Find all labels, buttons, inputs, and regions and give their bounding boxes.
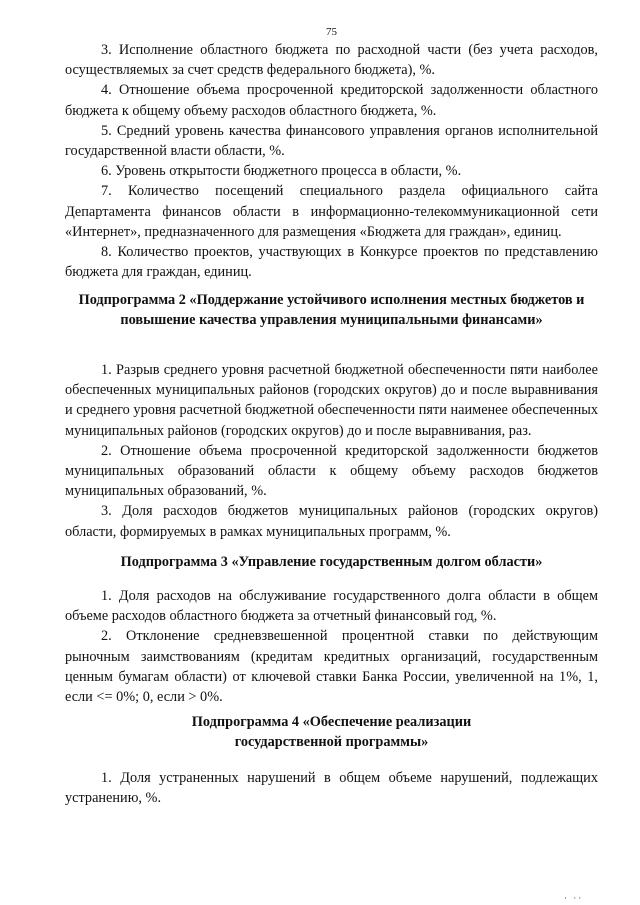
indicator-paragraph: 2. Отклонение средневзвешенной процентной ставки по действующим рыночным заимствованиям (кредитам кредитных организаций, государственным ценным бумагам области) от ключевой ставки Банка России, увеличенной на 1%, 1, если <= 0%; 0, если > 0%. xyxy=(65,628,598,706)
section-heading: Подпрограмма 3 «Управление государственным долгом области» xyxy=(120,554,543,570)
indicators-list-subprogram-2 xyxy=(65,360,598,542)
indicators-list-subprogram-1 xyxy=(65,40,598,282)
indicator-paragraph: 2. Отношение объема просроченной кредиторской задолженности бюджетов муниципальных образований области к общему объему расходов бюджетов муниципальных образований, %. xyxy=(65,442,598,500)
subprogram-2-heading-block xyxy=(73,290,590,330)
indicator-paragraph: 1. Разрыв среднего уровня расчетной бюджетной обеспеченности пяти наиболее обеспеченных муниципальных районов (городских округов) до и после выравнивания и среднего уровня расчетной бюджетной обеспеченности пяти наименее обеспеченных муниципальных районов (городских округов) до и после выравнивания, раз. xyxy=(65,362,598,439)
indicator-paragraph: 1. Доля устраненных нарушений в общем объеме нарушений, подлежащих устранению, %. xyxy=(65,770,598,807)
indicator-paragraph: 6. Уровень открытости бюджетного процесса в области, %. xyxy=(101,163,462,180)
section-heading: Подпрограмма 4 «Обеспечение реализации государственной программы» xyxy=(191,714,472,751)
page-number: 75 xyxy=(326,26,337,38)
indicators-list-subprogram-3 xyxy=(65,586,598,707)
corner-mark: · ·· xyxy=(564,893,584,903)
indicator-paragraph: 5. Средний уровень качества финансового управления органов исполнительной государственной власти области, %. xyxy=(65,122,598,160)
subprogram-3-heading-block xyxy=(65,552,598,572)
indicator-paragraph: 3. Доля расходов бюджетов муниципальных районов (городских округов) области, формируемых в рамках муниципальных программ, %. xyxy=(65,503,598,540)
indicators-list-subprogram-4 xyxy=(65,768,598,808)
indicator-paragraph: 1. Доля расходов на обслуживание государственного долга области в общем объеме расходов областного бюджета за отчетный финансовый год, %. xyxy=(65,588,598,625)
section-heading: Подпрограмма 2 «Поддержание устойчивого исполнения местных бюджетов и повышение качества управления муниципальными финансами» xyxy=(78,292,585,329)
subprogram-4-heading-block xyxy=(165,712,498,752)
indicator-paragraph: 3. Исполнение областного бюджета по расходной части (без учета расходов, осуществляемых за счет средств федерального бюджета), %. xyxy=(65,42,598,79)
indicator-paragraph: 4. Отношение объема просроченной кредиторской задолженности областного бюджета к общему объему расходов областного бюджета, %. xyxy=(65,82,598,119)
indicator-paragraph: 8. Количество проектов, участвующих в Конкурсе проектов по представлению бюджета для граждан, единиц. xyxy=(65,244,598,281)
indicator-paragraph: 7. Количество посещений специального раздела официального сайта Департамента финансов области в информационно-телекоммуникационной сети «Интернет», предназначенного для размещения «Бюджета для граждан», единиц. xyxy=(65,183,598,240)
